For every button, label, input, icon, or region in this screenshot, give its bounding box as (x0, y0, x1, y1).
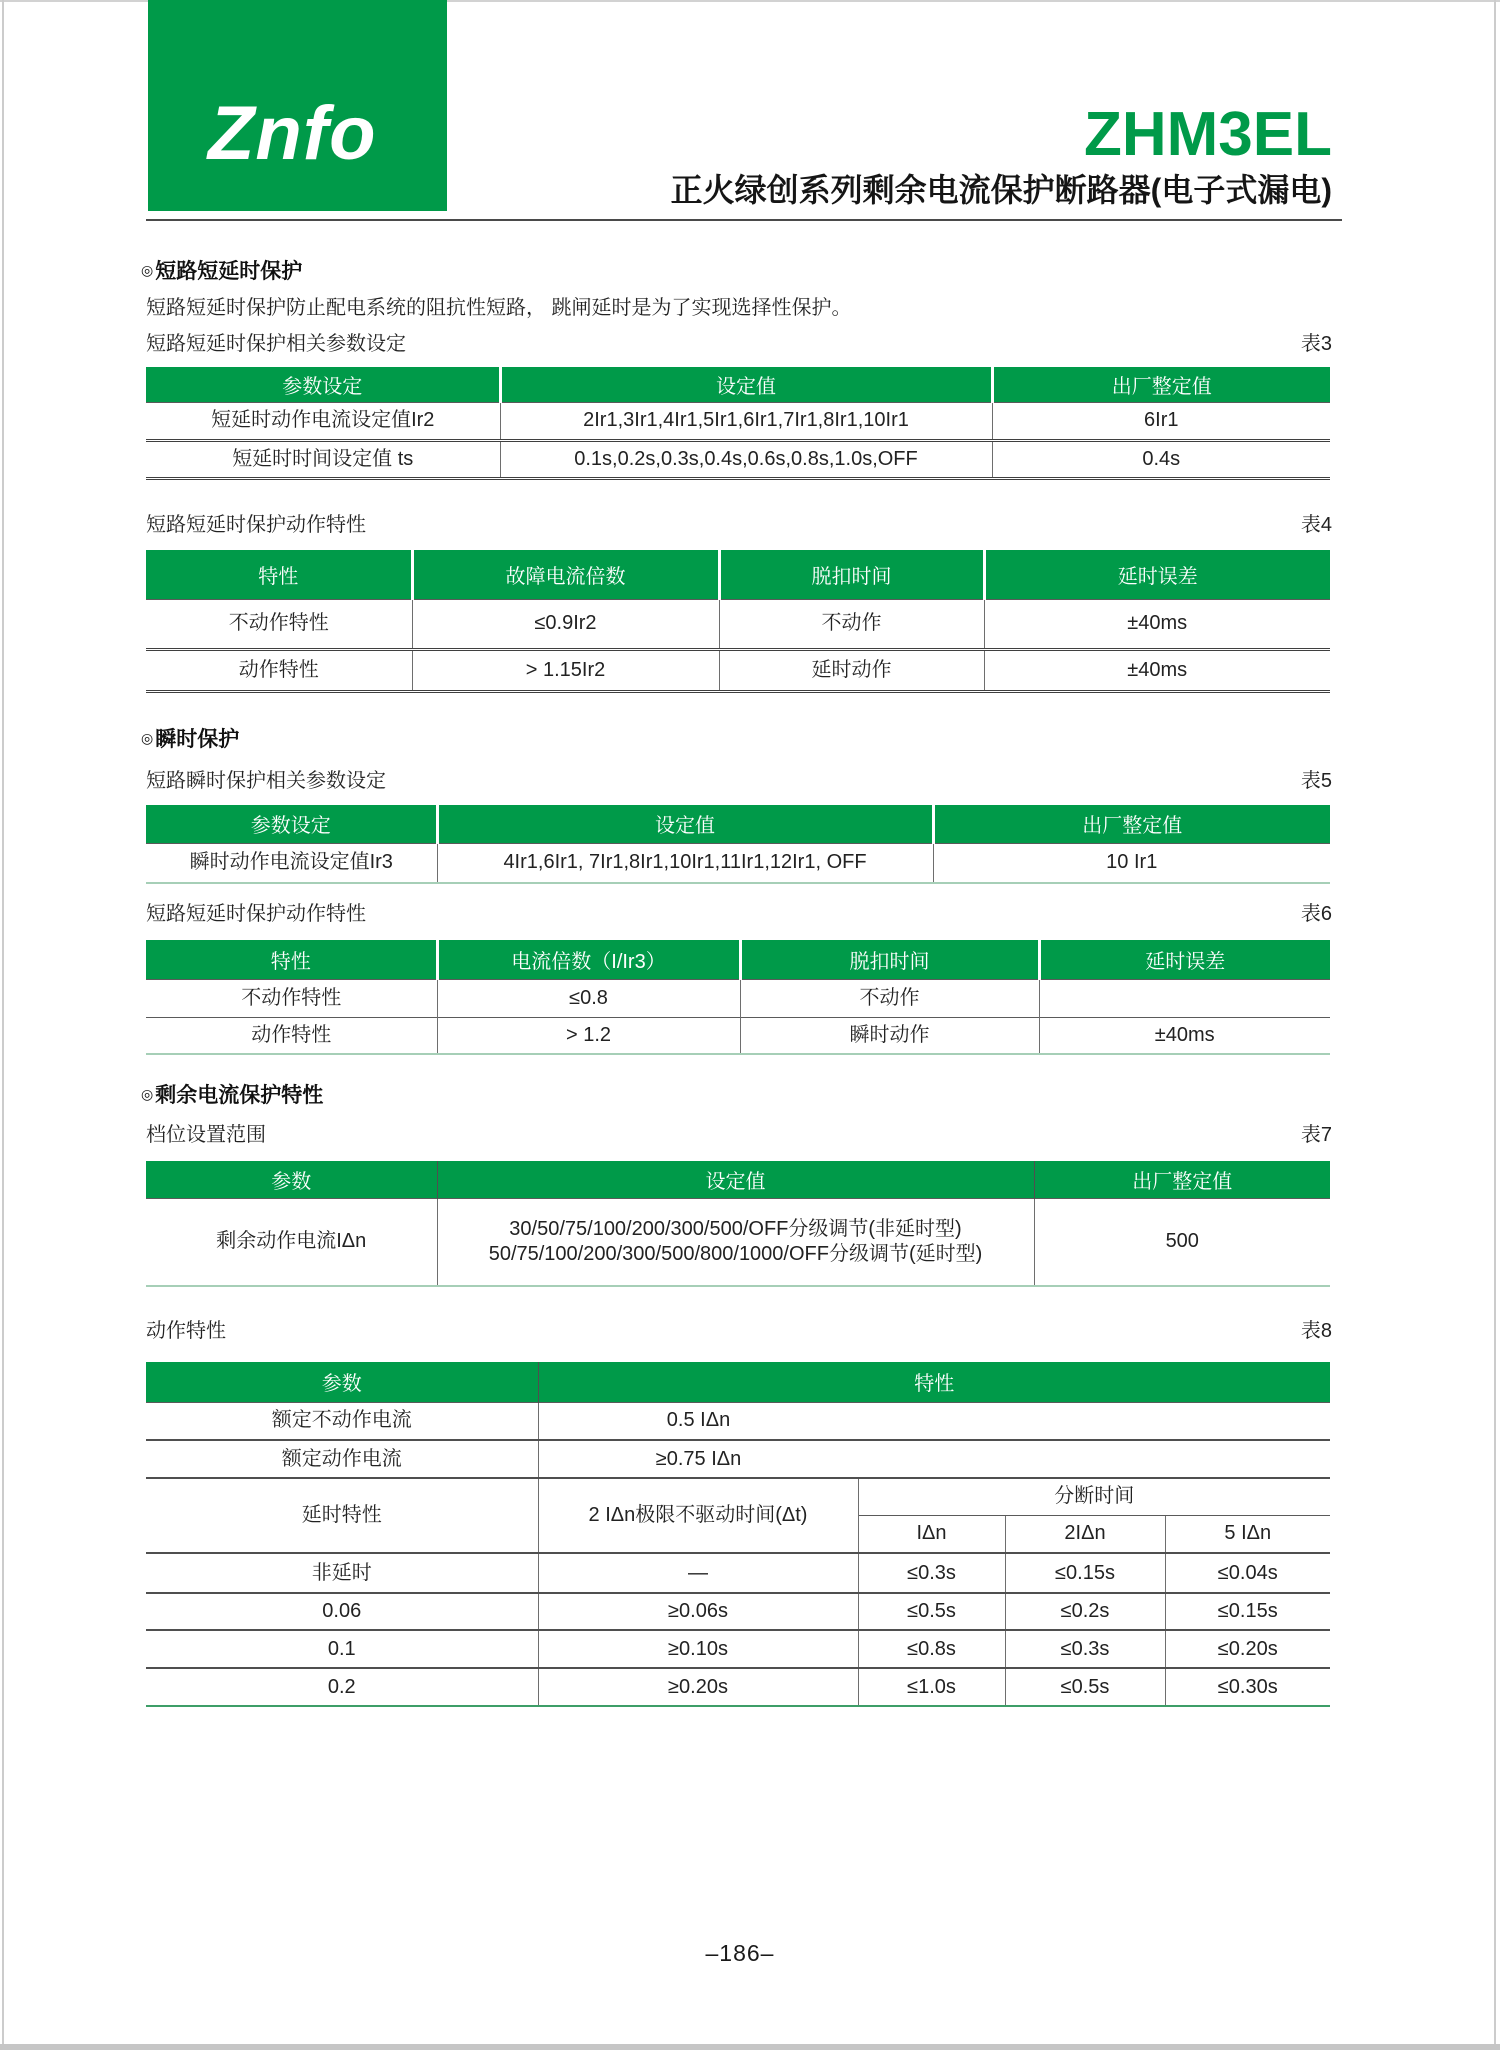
table6-cell: 动作特性 (146, 1017, 437, 1054)
table8-break-time-header: 分断时间 (858, 1478, 1330, 1515)
table6-cell: 不动作 (740, 979, 1039, 1017)
section-heading-short-delay (141, 260, 302, 283)
table4-cell: ±40ms (984, 649, 1330, 691)
table8-cell: ≤0.3s (1005, 1630, 1165, 1668)
table8-cell: ≤0.3s (858, 1553, 1005, 1593)
table7-caption: 档位设置范围 (146, 1124, 266, 1146)
table7-header-cell: 设定值 (437, 1161, 1034, 1198)
page-border-bottom (0, 2044, 1500, 2050)
table8-cell: 0.2 (146, 1668, 538, 1706)
table-row (146, 1668, 1330, 1706)
table7-header-cell: 出厂整定值 (1034, 1161, 1330, 1198)
table6-cell: 瞬时动作 (740, 1017, 1039, 1054)
header-rule (146, 219, 1342, 221)
table6-cell: > 1.2 (437, 1017, 740, 1054)
table8-action-characteristics (146, 1362, 1330, 1707)
table8-header-cell: 特性 (538, 1362, 1330, 1402)
table6-cell: ±40ms (1039, 1017, 1330, 1054)
section1-paragraph: 短路短延时保护防止配电系统的阻抗性短路， 跳闸延时是为了实现选择性保护。 (146, 297, 852, 319)
table-row (146, 1017, 1330, 1054)
product-series-subtitle: 正火绿创系列剩余电流保护断路器(电子式漏电) (670, 172, 1332, 208)
table8-delay-param-cell: 延时特性 (146, 1478, 538, 1553)
table3-cell: 短延时动作电流设定值Ir2 (146, 402, 500, 440)
table-row (146, 402, 1330, 440)
table-row (146, 649, 1330, 691)
table-row (146, 440, 1330, 478)
table4-caption: 短路短延时保护动作特性 (146, 514, 366, 536)
table6-cell: 不动作特性 (146, 979, 437, 1017)
brand-logo-block (148, 0, 447, 211)
table8-cell: ≤0.8s (858, 1630, 1005, 1668)
table8-cell: ≤0.15s (1005, 1553, 1165, 1593)
table7-setting-line1: 30/50/75/100/200/300/500/OFF分级调节(非延时型) (509, 1217, 962, 1240)
table5-caption-row (146, 769, 1332, 793)
table5-instantaneous-params (146, 805, 1330, 884)
table8-break-col: IΔn (916, 1522, 947, 1545)
table8-cell: ≤0.30s (1165, 1668, 1330, 1706)
table-row (146, 1402, 1330, 1440)
table7-param-cell: 剩余动作电流IΔn (146, 1198, 437, 1286)
table8-cell: ≤0.5s (1005, 1668, 1165, 1706)
table8-cell: ≤0.15s (1165, 1593, 1330, 1630)
table-row (146, 1553, 1330, 1593)
table3-cell: 0.1s,0.2s,0.3s,0.4s,0.6s,0.8s,1.0s,OFF (500, 440, 992, 478)
section-bullet-icon: ◎ (141, 262, 154, 278)
table-row (146, 979, 1330, 1017)
brand-logo-text: Znfo (208, 91, 377, 176)
table6-header-cell: 特性 (146, 940, 437, 979)
table7-factory-cell: 500 (1034, 1198, 1330, 1286)
table8-header-cell: 参数 (146, 1362, 538, 1402)
page-border-right (1494, 0, 1496, 2050)
table7-header-cell: 参数 (146, 1161, 437, 1198)
table-row (146, 1440, 1330, 1478)
table8-caption-row (146, 1319, 1332, 1343)
table8-cell: 0.06 (146, 1593, 538, 1630)
table8-value-cell (538, 1402, 1330, 1440)
table3-cell: 6Ir1 (992, 402, 1330, 440)
table6-tag: 表6 (1300, 903, 1332, 925)
table8-value: 0.5 IΔn (666, 1409, 731, 1432)
section-bullet-icon: ◎ (141, 730, 154, 746)
table8-cell: ≥0.10s (538, 1630, 858, 1668)
table4-header-cell: 脱扣时间 (719, 550, 984, 599)
table8-value: ≥0.75 IΔn (655, 1447, 742, 1470)
table6-cell: ≤0.8 (437, 979, 740, 1017)
table4-caption-row (146, 513, 1332, 537)
table5-cell: 4Ir1,6Ir1, 7Ir1,8Ir1,10Ir1,11Ir1,12Ir1, OFF (437, 843, 933, 883)
section-heading-label: 瞬时保护 (155, 728, 240, 751)
table5-cell: 瞬时动作电流设定值Ir3 (146, 843, 437, 883)
table-row (146, 1198, 1330, 1286)
table-row (146, 599, 1330, 649)
section-heading-label: 剩余电流保护特性 (155, 1084, 324, 1107)
table8-break-col: 5 IΔn (1165, 1515, 1330, 1553)
section-bullet-icon: ◎ (141, 1086, 154, 1102)
product-model-title: ZHM3EL (1084, 100, 1332, 169)
table6-caption: 短路短延时保护动作特性 (146, 903, 366, 925)
table4-cell: 不动作特性 (146, 599, 412, 649)
table4-header-cell: 特性 (146, 550, 412, 599)
table-row (146, 1478, 1330, 1515)
table3-tag: 表3 (1300, 333, 1332, 355)
table3-short-delay-params (146, 367, 1330, 480)
table7-setting-range (146, 1161, 1330, 1287)
section-heading-instantaneous (141, 728, 239, 751)
table8-cell: ≥0.20s (538, 1668, 858, 1706)
table4-cell: 不动作 (719, 599, 984, 649)
table3-cell: 0.4s (992, 440, 1330, 478)
table8-cell: 0.1 (146, 1630, 538, 1668)
table8-cell: — (538, 1553, 858, 1593)
table8-caption: 动作特性 (146, 1320, 226, 1342)
table-row (146, 1630, 1330, 1668)
page-number: –186– (705, 1940, 775, 1966)
table7-setting-cell (437, 1198, 1034, 1286)
table4-short-delay-characteristics (146, 550, 1330, 693)
table4-header-cell: 延时误差 (984, 550, 1330, 599)
table8-value-cell (538, 1440, 1330, 1478)
table3-header-cell: 出厂整定值 (992, 367, 1330, 402)
table4-cell: ≤0.9Ir2 (412, 599, 719, 649)
table7-tag: 表7 (1300, 1124, 1332, 1146)
table8-cell: ≤1.0s (858, 1668, 1005, 1706)
table6-instantaneous-characteristics (146, 940, 1330, 1055)
table8-cell: ≤0.5s (858, 1593, 1005, 1630)
table5-caption: 短路瞬时保护相关参数设定 (146, 770, 386, 792)
table5-header-cell: 设定值 (437, 805, 933, 843)
table6-header-cell: 脱扣时间 (740, 940, 1039, 979)
page-border-left (2, 0, 4, 2050)
table3-caption: 短路短延时保护相关参数设定 (146, 333, 406, 355)
table4-header-cell: 故障电流倍数 (412, 550, 719, 599)
table-row (146, 1593, 1330, 1630)
table5-cell: 10 Ir1 (933, 843, 1330, 883)
table6-caption-row (146, 902, 1332, 926)
table6-cell (1039, 979, 1330, 1017)
table8-tag: 表8 (1300, 1320, 1332, 1342)
section-heading-residual-current (141, 1084, 323, 1107)
table8-cell: ≤0.04s (1165, 1553, 1330, 1593)
table4-tag: 表4 (1300, 514, 1332, 536)
table8-param-cell: 额定动作电流 (146, 1440, 538, 1478)
table8-cell: ≥0.06s (538, 1593, 858, 1630)
table8-param-cell: 额定不动作电流 (146, 1402, 538, 1440)
table4-cell: 延时动作 (719, 649, 984, 691)
table3-cell: 短延时时间设定值 ts (146, 440, 500, 478)
table4-cell: > 1.15Ir2 (412, 649, 719, 691)
table7-caption-row (146, 1123, 1332, 1147)
section-heading-label: 短路短延时保护 (155, 260, 303, 283)
table8-delay-limit-cell: 2 IΔn极限不驱动时间(Δt) (538, 1478, 858, 1553)
table6-header-cell: 电流倍数（I/Ir3） (437, 940, 740, 979)
table8-cell: ≤0.2s (1005, 1593, 1165, 1630)
table-row (146, 843, 1330, 883)
table4-cell: 动作特性 (146, 649, 412, 691)
table8-cell: 非延时 (146, 1553, 538, 1593)
table8-break-col: 2IΔn (1005, 1515, 1165, 1553)
table3-header-cell: 参数设定 (146, 367, 500, 402)
table5-header-cell: 出厂整定值 (933, 805, 1330, 843)
table5-tag: 表5 (1300, 770, 1332, 792)
table4-cell: ±40ms (984, 599, 1330, 649)
table6-header-cell: 延时误差 (1039, 940, 1330, 979)
table7-setting-line2: 50/75/100/200/300/500/800/1000/OFF分级调节(延时型) (488, 1242, 983, 1265)
table3-caption-row (146, 332, 1332, 356)
table5-header-cell: 参数设定 (146, 805, 437, 843)
table3-header-cell: 设定值 (500, 367, 992, 402)
table3-cell: 2Ir1,3Ir1,4Ir1,5Ir1,6Ir1,7Ir1,8Ir1,10Ir1 (500, 402, 992, 440)
table8-cell: ≤0.20s (1165, 1630, 1330, 1668)
